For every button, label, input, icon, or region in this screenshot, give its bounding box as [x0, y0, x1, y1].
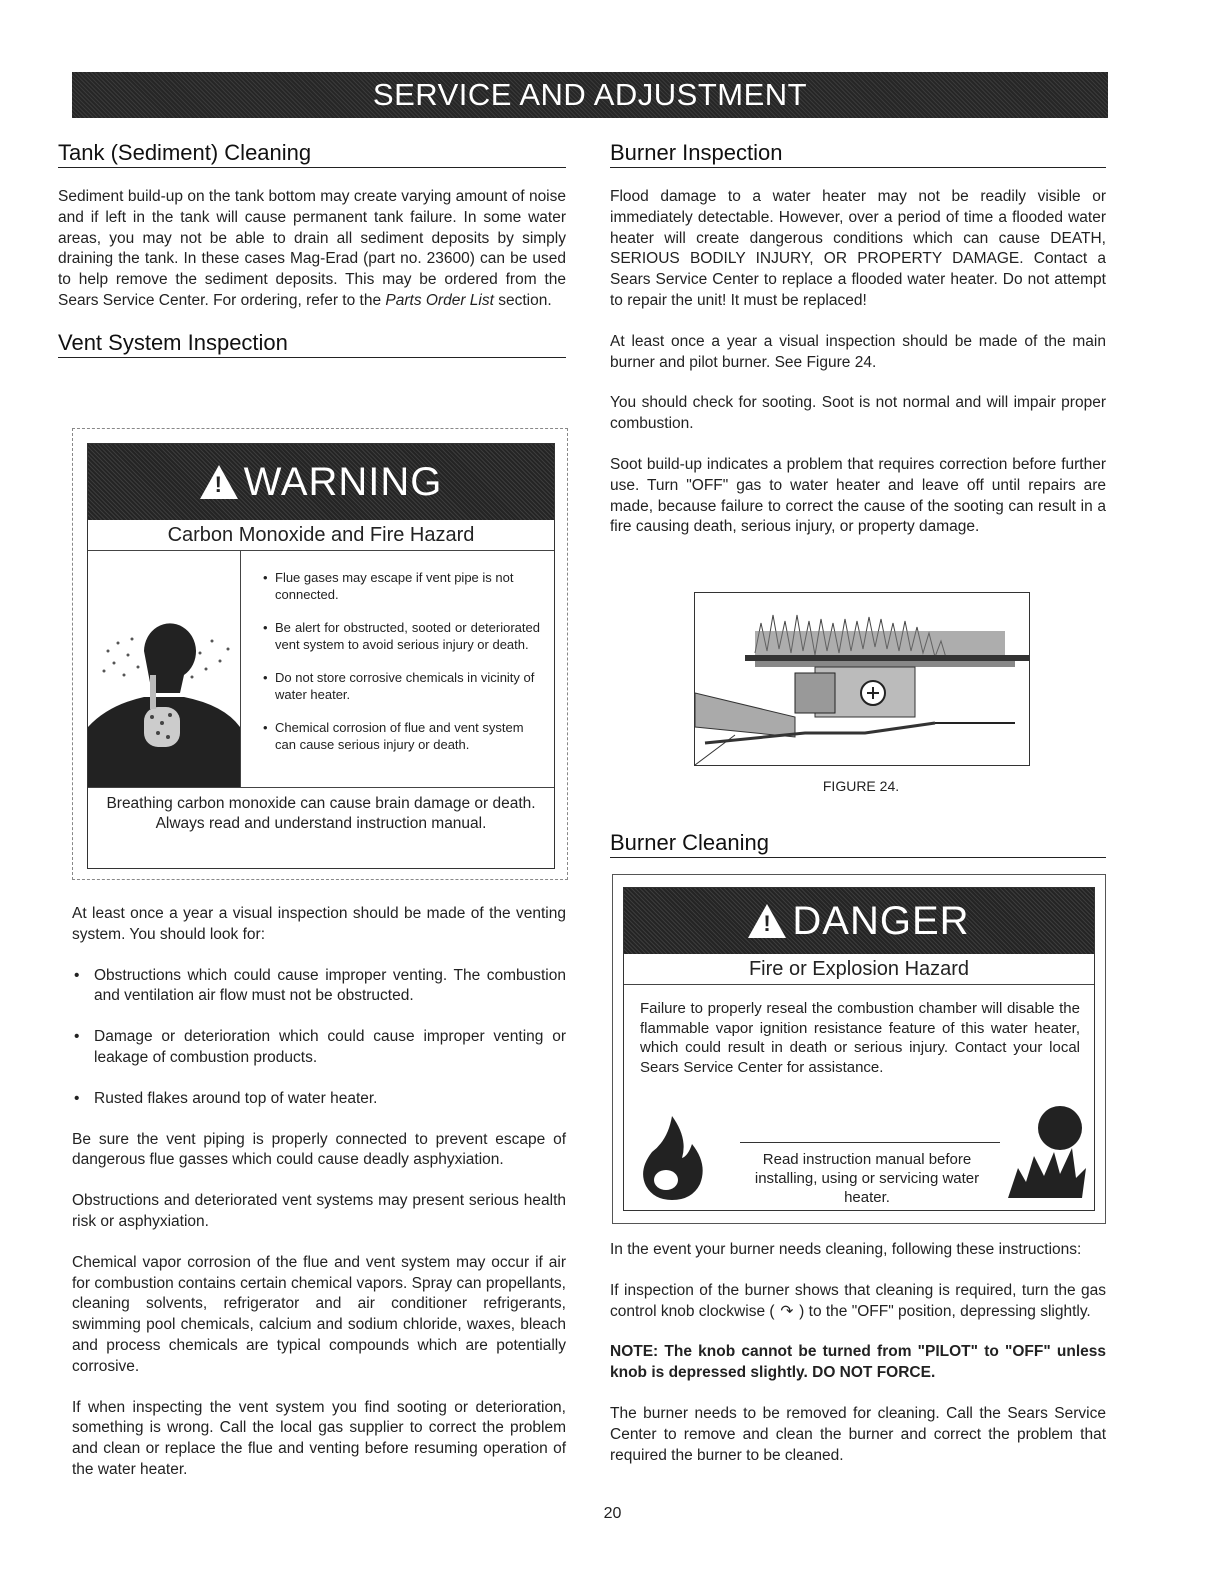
read-manual-divider [740, 1142, 1000, 1143]
page-number: 20 [603, 1505, 622, 1522]
vent-bullet: • Rusted flakes around top of water heater. [72, 1089, 566, 1110]
figure-caption: FIGURE 24. [822, 778, 900, 794]
right-column [610, 138, 1106, 538]
danger-signal-word: DANGER [792, 898, 970, 943]
left-column [58, 138, 566, 358]
burner-cleaning-paragraph: In the event your burner needs cleaning, following these instructions: [610, 1241, 1082, 1258]
vent-intro: At least once a year a visual inspection should be made of the venting system. You should look for: [72, 905, 566, 943]
warning-triangle-icon: ! [200, 465, 238, 499]
vent-paragraph: Chemical vapor corrosion of the flue and vent system may occur if air for combustion contains certain chemical vapors. Spray can propellants, cleaning solvents, refrigerator and air conditioner refrigerants, swimming pool chemicals, calcium and sodium chloride, waxes, bleach and process chemicals are typical compounds which are potentially corrosive. [72, 1253, 566, 1375]
clockwise-arrow-icon: ↷ [780, 1302, 794, 1320]
vent-text [72, 904, 566, 1481]
burner-note: NOTE: The knob cannot be turned from "PILOT" to "OFF" unless knob is depressed slightly. DO NOT FORCE. [610, 1343, 1106, 1382]
danger-box [612, 874, 1106, 1224]
vent-bullet: • Damage or deterioration which could cause improper venting or leakage of combustion products. [72, 1027, 566, 1069]
burner-cleaning-paragraph: The burner needs to be removed for cleaning. Call the Sears Service Center to remove and clean the burner and correct the problem that required the burner to be cleaned. [610, 1404, 1106, 1464]
danger-header [624, 888, 1094, 954]
warning-item: • Be alert for obstructed, sooted or deteriorated vent system to avoid serious injury or death. [261, 619, 540, 653]
parts-order-list-ref: Parts Order List [385, 291, 494, 309]
warning-item: • Do not store corrosive chemicals in vicinity of water heater. [261, 669, 540, 703]
warning-item: • Chemical corrosion of flue and vent system can cause serious injury or death. [261, 719, 540, 753]
burner-inspection-paragraph: At least once a year a visual inspection should be made of the main burner and pilot burner. See Figure 24. [610, 332, 1106, 371]
section-banner: SERVICE AND ADJUSTMENT [72, 72, 1108, 118]
burner-inspection-paragraph: Flood damage to a water heater may not be readily visible or immediately detectable. However, over a period of time a flooded water heater will create dangerous conditions which can cause DEATH, SERIOUS BODILY INJURY, OR PROPERTY DAMAGE. Contact a Sears Service Center to replace a flooded water heater. Do not attempt to repair the unit! It must be replaced! [610, 188, 1106, 309]
burner-cleaning-heading: Burner Cleaning [610, 830, 1106, 858]
burner-cleaning-text [610, 1240, 1106, 1466]
fire-icon [636, 1112, 708, 1200]
explosion-icon [1004, 1102, 1090, 1202]
danger-body: Failure to properly reseal the combustion chamber will disable the flammable vapor ignition resistance feature of this water heater, which could result in death or serious injury. Contact your local Sears Service Center for assistance. [640, 1000, 1080, 1076]
burner-inspection-paragraph: You should check for sooting. Soot is not normal and will impair proper combustion. [610, 394, 1106, 433]
warning-signal-word: WARNING [243, 459, 443, 504]
warning-footer: Breathing carbon monoxide can cause brain damage or death. Always read and understand instruction manual. [106, 795, 536, 832]
danger-triangle-icon: ! [748, 904, 786, 938]
vent-paragraph: If when inspecting the vent system you find sooting or deterioration, something is wrong. Call the local gas supplier to correct the problem and clean or replace the flue and venting before resuming operation of the water heater. [72, 1398, 566, 1478]
warning-item: • Flue gases may escape if vent pipe is not connected. [261, 569, 540, 603]
vent-bullet: • Obstructions which could cause improper venting. The combustion and ventilation air flow must not be obstructed. [72, 966, 566, 1008]
vent-inspection-heading: Vent System Inspection [58, 330, 566, 358]
danger-hazard-title: Fire or Explosion Hazard [624, 954, 1094, 985]
warning-hazard-title: Carbon Monoxide and Fire Hazard [88, 520, 554, 551]
breathing-hazard-icon [88, 551, 241, 787]
tank-cleaning-paragraph: Sediment build-up on the tank bottom may create varying amount of noise and if left in the tank will cause permanent tank failure. In some water areas, you may not be able to drain all sediment deposits by simply draining the tank. In these cases Mag-Erad (part no. 23600) can be used to help remove the sediment deposits. This may be ordered from the Sears Service Center. For ordering, refer to the Parts Order List section. [58, 188, 566, 309]
warning-box [72, 428, 568, 880]
burner-inspection-heading: Burner Inspection [610, 140, 1106, 168]
tank-cleaning-heading: Tank (Sediment) Cleaning [58, 140, 566, 168]
burner-cleaning-paragraph: If inspection of the burner shows that cleaning is required, turn the gas control knob clockwise ( ↷ ) to the "OFF" position, depressing slightly. [610, 1281, 1106, 1323]
burner-figure [694, 592, 1030, 766]
read-manual-text: Read instruction manual before installing, using or servicing water heater. [754, 1151, 980, 1206]
warning-header [88, 444, 554, 520]
vent-paragraph: Obstructions and deteriorated vent systems may present serious health risk or asphyxiation. [72, 1192, 566, 1230]
vent-paragraph: Be sure the vent piping is properly connected to prevent escape of dangerous flue gasses which could cause deadly asphyxiation. [72, 1130, 566, 1169]
burner-inspection-paragraph: Soot build-up indicates a problem that requires correction before further use. Turn "OFF" gas to water heater and leave off until repairs are made, because failure to correct the cause of the sooting can result in a fire causing death, serious injury, or property damage. [610, 455, 1106, 536]
